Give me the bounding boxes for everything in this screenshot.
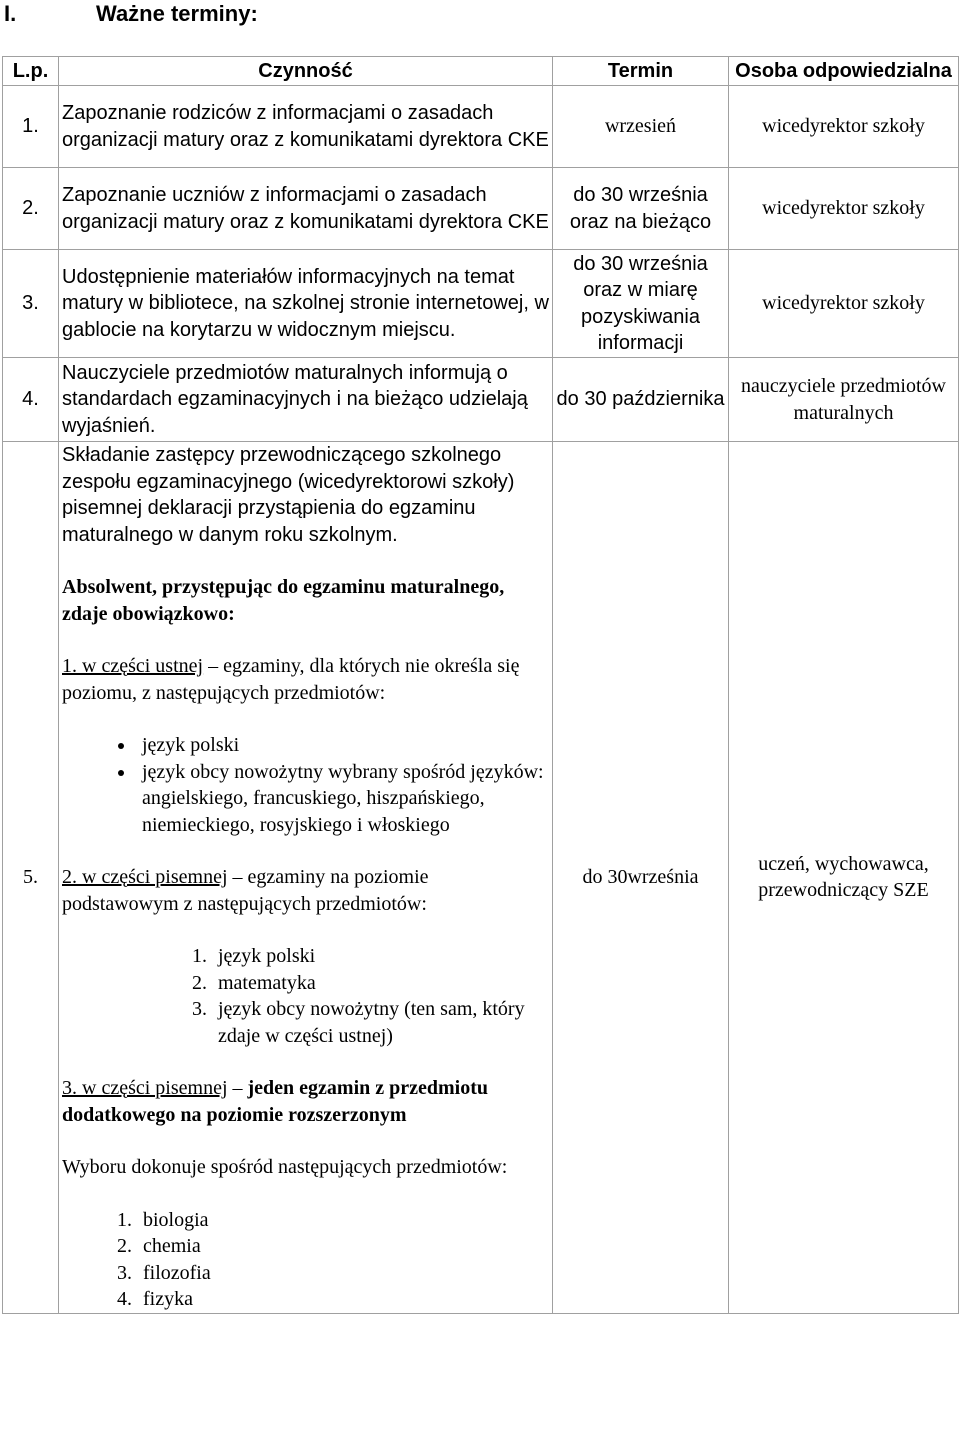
header-activity: Czynność	[59, 57, 553, 86]
oral-part-label: 1. w części ustnej	[62, 655, 204, 677]
row-term: wrzesień	[553, 86, 729, 168]
list-item: 1. język polski	[212, 943, 549, 970]
extended-part-label: 3. w części pisemnej	[62, 1077, 228, 1099]
list-item: 2. chemia	[137, 1233, 549, 1260]
table-row	[3, 250, 959, 358]
extended-part-dash: –	[227, 1077, 248, 1099]
row-person: nauczyciele przedmiotów maturalnych	[729, 358, 959, 442]
table-row	[3, 358, 959, 442]
list-item: 1. biologia	[137, 1207, 549, 1234]
row-lp: 3.	[3, 250, 59, 358]
row-lp: 2.	[3, 168, 59, 250]
table-row	[3, 442, 959, 1314]
section-number: I.	[4, 1, 17, 26]
row-person: wicedyrektor szkoły	[729, 168, 959, 250]
row-activity: Zapoznanie rodziców z informacjami o zasadach organizacji matury oraz z komunikatami dyrektora CKE	[59, 86, 553, 168]
list-item: • język obcy nowożytny wybrany spośród języków: angielskiego, francuskiego, hiszpańskiego, niemieckiego, rosyjskiego i włoskiego	[136, 759, 549, 839]
row-activity	[59, 442, 553, 1314]
header-lp: L.p.	[3, 57, 59, 86]
list-item: 3. filozofia	[137, 1260, 549, 1287]
written-subjects-list	[62, 943, 549, 1049]
row-term: do 30września	[553, 442, 729, 1314]
extended-part-desc: jeden egzamin z przedmiotu dodatkowego na poziomie rozszerzonym	[62, 1077, 489, 1126]
choice-subjects-list	[62, 1207, 549, 1313]
mandatory-note: Absolwent, przystępując do egzaminu maturalnego, zdaje obowiązkowo:	[62, 576, 505, 625]
row-activity: Udostępnienie materiałów informacyjnych na temat matury w bibliotece, na szkolnej stronie internetowej, w gablocie na korytarzu w widocznym miejscu.	[59, 250, 553, 358]
section-heading	[4, 0, 258, 28]
row-activity: Nauczyciele przedmiotów maturalnych informują o standardach egzaminacyjnych i na bieżąco udzielają wyjaśnień.	[59, 358, 553, 442]
section-title: Ważne terminy:	[96, 1, 258, 26]
row-person: wicedyrektor szkoły	[729, 86, 959, 168]
row-lp: 1.	[3, 86, 59, 168]
written-part-label: 2. w części pisemnej	[62, 866, 228, 888]
row-term: do 30 września oraz w miarę pozyskiwania informacji	[553, 250, 729, 358]
table-row	[3, 86, 959, 168]
deadlines-table	[2, 56, 959, 1314]
extended-part-text	[62, 1075, 549, 1128]
table-row	[3, 168, 959, 250]
written-part-text	[62, 864, 549, 917]
row-term: do 30 października	[553, 358, 729, 442]
row-person: uczeń, wychowawca, przewodniczący SZE	[729, 442, 959, 1314]
header-person: Osoba odpowiedzialna	[729, 57, 959, 86]
list-item: • język polski	[136, 732, 549, 759]
list-item: 3. język obcy nowożytny (ten sam, który zdaje w części ustnej)	[212, 996, 549, 1049]
list-item: 2. matematyka	[212, 970, 549, 997]
header-term: Termin	[553, 57, 729, 86]
written-part-desc: – egzaminy na poziomie podstawowym z następujących przedmiotów:	[62, 866, 429, 915]
row-term: do 30 września oraz na bieżąco	[553, 168, 729, 250]
row-lp: 5.	[3, 442, 59, 1314]
oral-part-desc: – egzaminy, dla których nie określa się poziomu, z następujących przedmiotów:	[62, 655, 520, 704]
table-header-row	[3, 57, 959, 86]
row-lp: 4.	[3, 358, 59, 442]
row-activity: Zapoznanie uczniów z informacjami o zasadach organizacji matury oraz z komunikatami dyrektora CKE	[59, 168, 553, 250]
row-person: wicedyrektor szkoły	[729, 250, 959, 358]
choice-text: Wyboru dokonuje spośród następujących przedmiotów:	[62, 1156, 508, 1178]
declaration-text: Składanie zastępcy przewodniczącego szkolnego zespołu egzaminacyjnego (wicedyrektorowi szkoły) pisemnej deklaracji przystąpienia do egzaminu maturalnego w danym roku szkolnym.	[62, 444, 515, 546]
list-item: 4. fizyka	[137, 1286, 549, 1313]
oral-subjects-list	[62, 732, 549, 838]
oral-part-text	[62, 653, 549, 706]
